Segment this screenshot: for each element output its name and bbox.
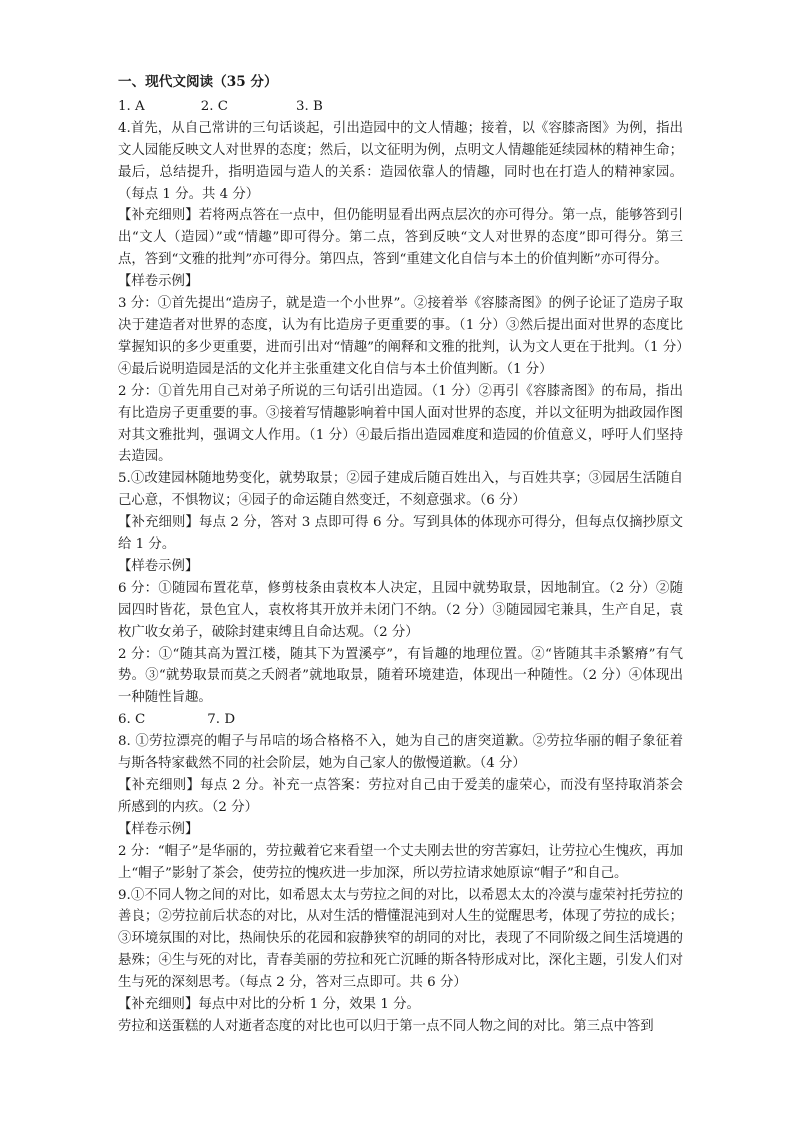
q4-supplementary-rules: 【补充细则】若将两点答在一点中，但仍能明显看出两点层次的亦可得分。第一点，能够答到引出“文人（造园）”或“情趣”即可得分。第二点，答到反映“文人对世界的态度”即可得分。第三点，答到“文雅的批判”亦可得分。第四点，答到“重建文化自信与本土的价值判断”亦可得分。 bbox=[118, 208, 683, 268]
q4-sample-heading: 【样卷示例】 bbox=[118, 274, 199, 290]
answer-7: 7. D bbox=[207, 712, 236, 728]
answer-key-page bbox=[118, 72, 683, 1038]
q5-answer: 5.①改建园林随地势变化，就势取景；②园子建成后随百姓出入，与百姓共享；③园居生活随自己心意，不惧物议；④园子的命运随自然变迁，不刻意强求。（6 分） bbox=[118, 471, 683, 509]
q5-sample-2pt: 2 分：①“随其高为置江楼，随其下为置溪亭”，有旨趣的地理位置。②“皆随其丰杀繁瘠”有气势。③“就势取景而莫之夭阏者”就地取景，随着环境建造，体现出一种随性。（2 分）④体现出一种随性旨趣。 bbox=[118, 646, 683, 706]
q5-sample-heading: 【样卷示例】 bbox=[118, 558, 199, 574]
q9-extra-note: 劳拉和送蛋糕的人对逝者态度的对比也可以归于第一点不同人物之间的对比。第三点中答到 bbox=[118, 1018, 654, 1034]
multiple-choice-answers-2 bbox=[118, 709, 683, 731]
answer-2: 2. C bbox=[200, 98, 228, 114]
q4-sample-3pt: 3 分：①首先提出“造房子，就是造一个小世界”。②接着举《容膝斋图》的例子论证了造房子取决于建造者对世界的态度，认为有比造房子更重要的事。（1 分）③然后提出面对世界的态度比掌握知识的多少更重要，进而引出对“情趣”的阐释和文雅的批判，认为文人更在于批判。（1 分）④最后说明造园是活的文化并主张重建文化自信与本土价值判断。（1 分） bbox=[118, 296, 683, 377]
q4-answer: 4.首先，从自己常讲的三句话谈起，引出造园中的文人情趣；接着，以《容膝斋图》为例，指出文人园能反映文人对世界的态度；然后，以文征明为例，点明文人情趣能延续园林的精神生命；最后，总结提升，指明造园与造人的关系：造园依靠人的情趣，同时也在打造人的精神家园。（每点 1 分。共 4 分） bbox=[118, 120, 683, 202]
q4-sample-2pt: 2 分：①首先用自己对弟子所说的三句话引出造园。（1 分）②再引《容膝斋图》的布局，指出有比造房子更重要的事。③接着写情趣影响着中国人面对世界的态度，并以文征明为拙政园作图对其文雅批判，强调文人作用。（1 分）④最后指出造园难度和造园的价值意义，呼吁人们坚持去造园。 bbox=[118, 383, 683, 465]
answer-6: 6. C bbox=[118, 712, 146, 728]
section-title: 一、现代文阅读（35 分） bbox=[118, 74, 278, 90]
multiple-choice-answers-1 bbox=[118, 96, 683, 118]
q5-supplementary-rules: 【补充细则】每点 2 分，答对 3 点即可得 6 分。写到具体的体现亦可得分，但每点仅摘抄原文给 1 分。 bbox=[118, 515, 683, 553]
q8-sample-heading: 【样卷示例】 bbox=[118, 821, 199, 837]
answer-3: 3. B bbox=[295, 98, 323, 114]
answer-1: 1. A bbox=[118, 98, 145, 114]
q8-supplementary-rules: 【补充细则】每点 2 分。补充一点答案：劳拉对自己由于爱美的虚荣心，而没有坚持取消茶会所感到的内疚。（2 分） bbox=[118, 778, 683, 815]
q5-sample-6pt: 6 分：①随园布置花草，修剪枝条由袁枚本人决定，且园中就势取景，因地制宜。（2 分）②随园四时皆花，景色宜人，袁枚将其开放并未闭门不纳。（2 分）③随园园宅兼具，生产自足，袁枚广收女弟子，破除封建束缚且自命达观。（2 分） bbox=[118, 580, 683, 640]
q9-supplementary-rules: 【补充细则】每点中对比的分析 1 分，效果 1 分。 bbox=[118, 997, 420, 1013]
q9-answer: 9.①不同人物之间的对比，如希恩太太与劳拉之间的对比，以希恩太太的冷漠与虚荣衬托劳拉的善良；②劳拉前后状态的对比，从对生活的懵懂混沌到对人生的觉醒思考，体现了劳拉的成长；③环境氛围的对比，热闹快乐的花园和寂静狭窄的胡同的对比，表现了不同阶级之间生活境遇的悬殊；④生与死的对比，青春美丽的劳拉和死亡沉睡的斯各特形成对比，深化主题，引发人们对生与死的深刻思考。（每点 2 分，答对三点即可。共 6 分） bbox=[118, 887, 683, 991]
q8-answer: 8. ①劳拉漂亮的帽子与吊唁的场合格格不入，她为自己的唐突道歉。②劳拉华丽的帽子象征着与斯各特家截然不同的社会阶层，她为自己家人的傲慢道歉。（4 分） bbox=[118, 734, 683, 772]
q8-sample-2pt: 2 分：“帽子”是华丽的，劳拉戴着它来看望一个丈夫刚去世的穷苦寡妇，让劳拉心生愧疚，再加上“帽子”影射了茶会，使劳拉的愧疚进一步加深，所以劳拉请求她原谅“帽子”和自己。 bbox=[118, 843, 683, 881]
